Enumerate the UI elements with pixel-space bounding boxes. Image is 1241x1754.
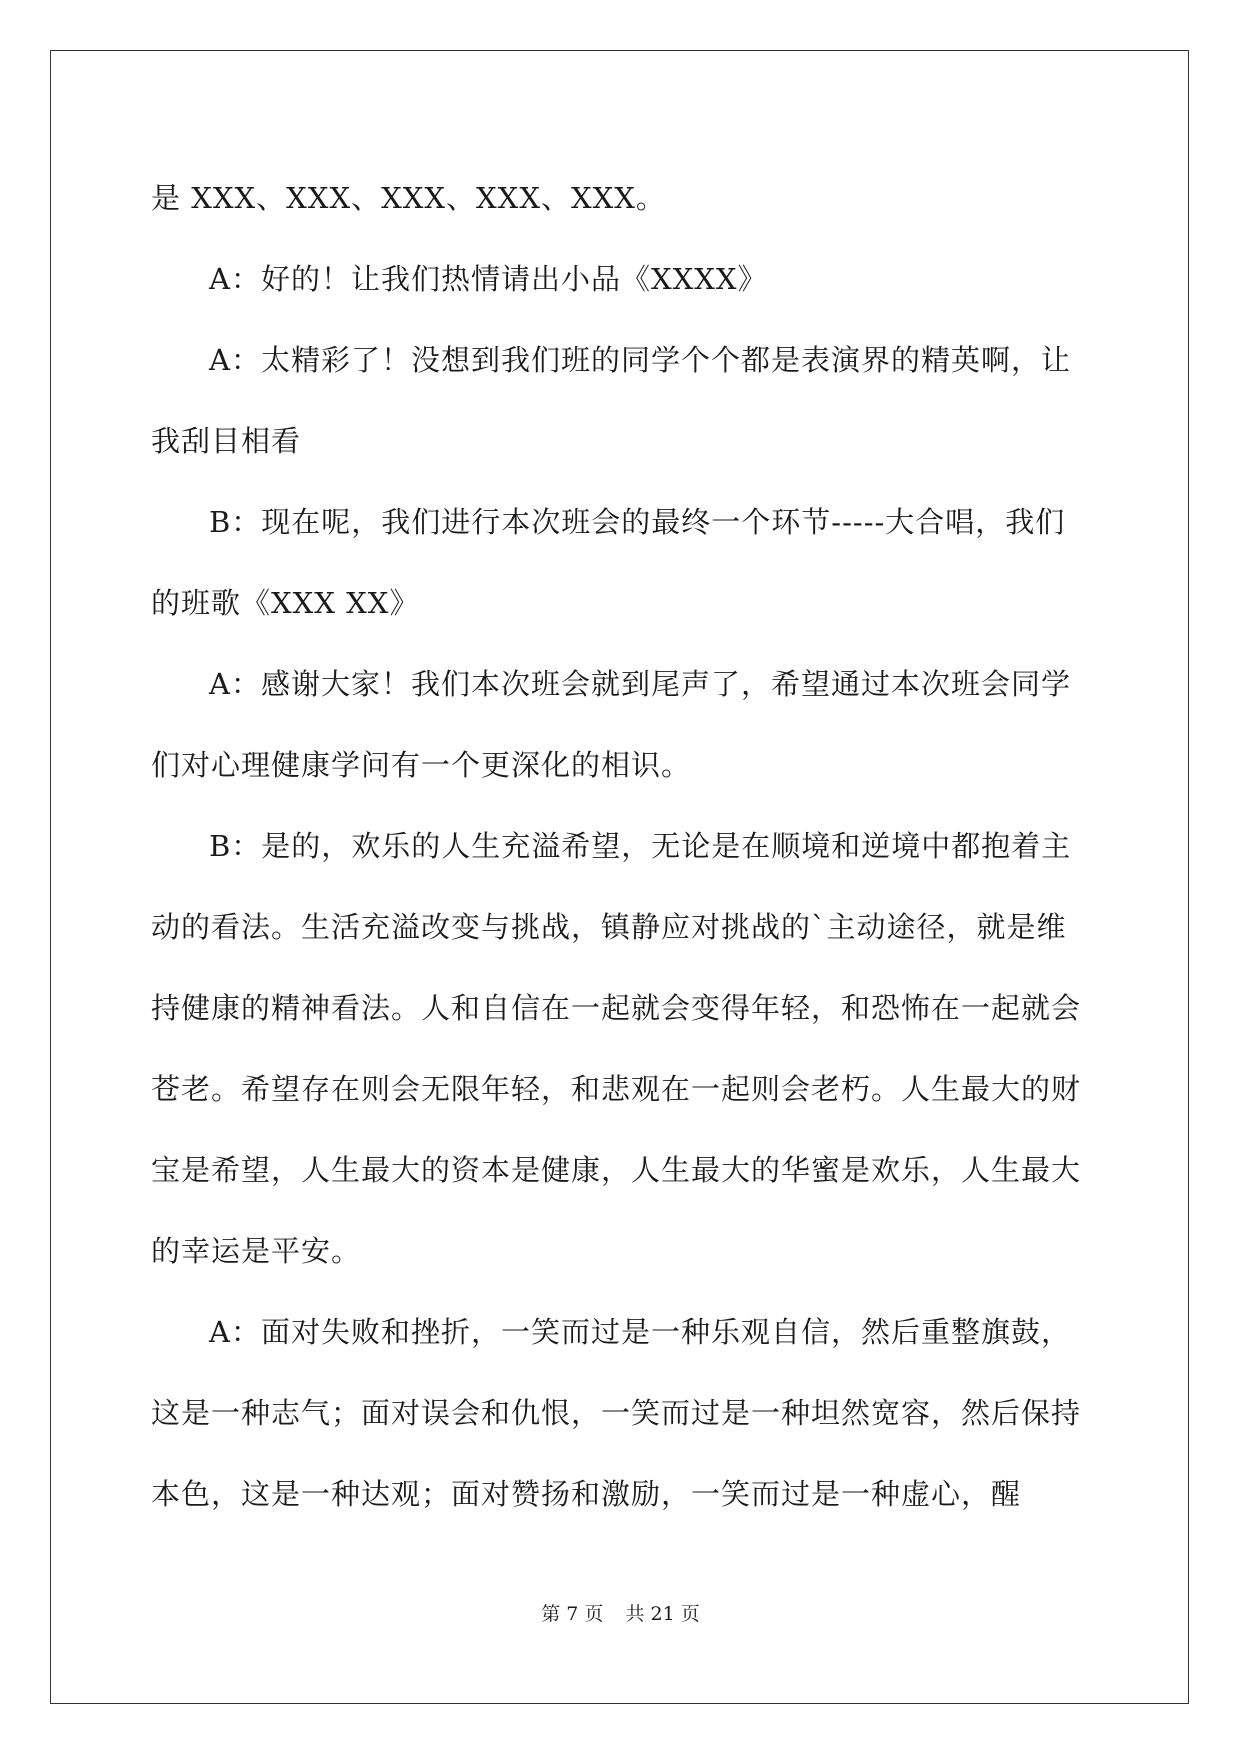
paragraph-3: A：太精彩了！没想到我们班的同学个个都是表演界的精英啊，让我刮目相看 (151, 343, 1071, 458)
paragraph-6: B：是的，欢乐的人生充溢希望，无论是在顺境和逆境中都抱着主动的看法。生活充溢改变与挑战，镇静应对挑战的`主动途径，就是维持健康的精神看法。人和自信在一起就会变得年轻，和恐怖在一起就会苍老。希望存在则会无限年轻，和悲观在一起则会老朽。人生最大的财宝是希望，人生最大的资本是健康，人生最大的华蜜是欢乐，人生最大的幸运是平安。 (151, 829, 1082, 1268)
paragraph-7: A：面对失败和挫折，一笑而过是一种乐观自信，然后重整旗鼓，这是一种志气；面对误会和仇恨，一笑而过是一种坦然宽容，然后保持本色，这是一种达观；面对赞扬和激励，一笑而过是一种虚心，醒 (151, 1315, 1082, 1511)
page-total: 共 21 页 (625, 1603, 700, 1625)
paragraph-1: 是 XXX、XXX、XXX、XXX、XXX。 (151, 181, 666, 215)
page-footer (0, 1599, 1241, 1626)
page-number: 第 7 页 (541, 1603, 604, 1625)
document-body (151, 158, 1091, 1535)
paragraph-2: A：好的！让我们热情请出小品《XXXX》 (209, 262, 768, 296)
paragraph-4: B：现在呢，我们进行本次班会的最终一个环节-----大合唱，我们的班歌《XXX XX》 (151, 505, 1066, 620)
paragraph-5: A：感谢大家！我们本次班会就到尾声了，希望通过本次班会同学们对心理健康学问有一个更深化的相识。 (151, 667, 1071, 782)
